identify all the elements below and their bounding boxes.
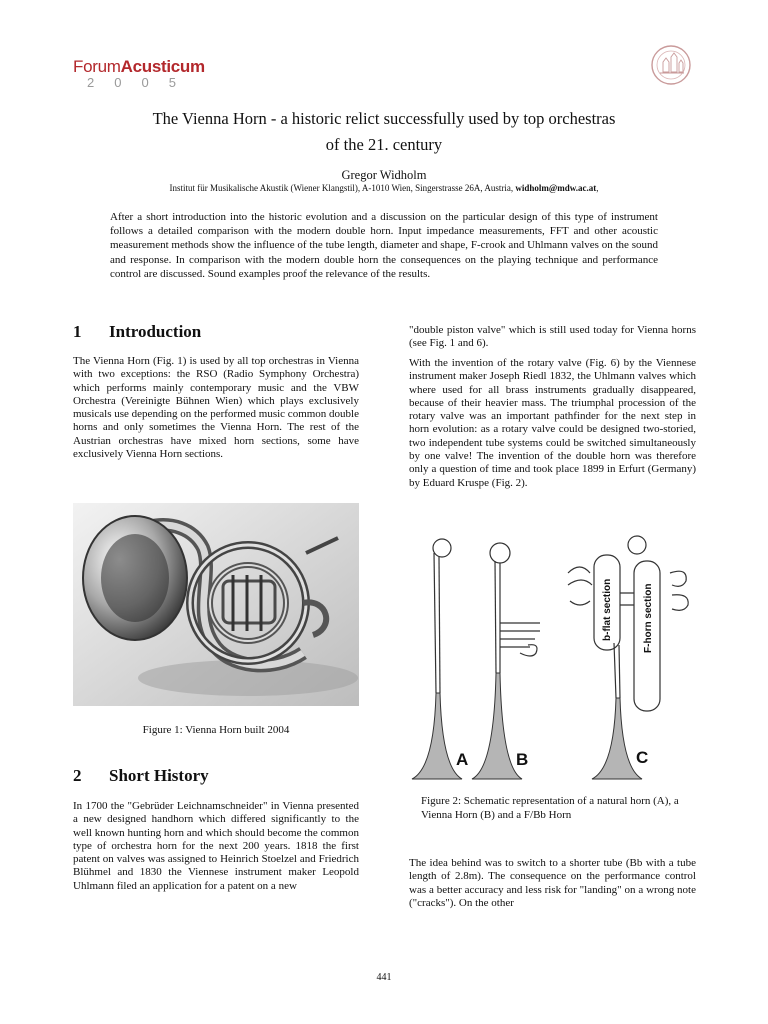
section-heading-short-history [73,766,209,786]
label-c: C [636,748,649,767]
section-heading-introduction [73,322,201,342]
page-number: 441 [376,972,392,983]
section-number: 2 [73,766,82,785]
logo-text [73,57,205,77]
section-title: Introduction [109,322,202,341]
title-line-1: The Vienna Horn - a historic relict successfully used by top orchestras [152,109,616,128]
introduction-paragraph: The Vienna Horn (Fig. 1) is used by all top orchestras in Vienna with two exceptions: the RSO (Radio Symphony Orchestra) which performs mainly contemporary music and the VBW Orchestra (Vereinigte Bühnen Wien) which plays exclusively musicals use depending on the performed music common double horns and only sometimes the Vienna Horn. The rest of the Austrian orchestras have mixed horn sections, some have exclusively Vienna Horn sections. [73,355,359,461]
fhorn-section-label: F-horn section [643,583,654,653]
logo-forum: Forum [73,57,121,76]
vienna-horn-photo [73,503,359,706]
section-title: Short History [109,766,209,785]
right-paragraph-3: The idea behind was to switch to a shorter tube (Bb with a tube length of 2.8m). The consequence on the performance control was a better accuracy and less risk for "landing" on a wrong note ("cracks"). On the other [409,857,696,909]
author-email: widholm@mdw.ac.at [515,183,597,193]
right-paragraph-2: With the invention of the rotary valve (Fig. 6) by the Viennese instrument maker Joseph Riedl 1832, the Uhlmann valves which where used for all brass instruments gradually disappeared, because of their heavier mass. The triumphal procession of the rotary valve was an important pathfinder for the next step in horn evolution: as a rotary valve could be designed two-storied, two independent tube systems could be switched simultaneously by one valve! The invention of the double horn was therefore only a question of time and took place 1899 in Erfurt (Germany) by Eduard Kruspe (Fig. 2). [409,357,696,489]
affiliation-end: , [596,183,599,193]
history-paragraph: In 1700 the "Gebrüder Leichnamschneider" in Vienna presented a new designed handhorn which differed significantly to the well known hunting horn and which should become the common type of orchestra horn for the next 200 years. 1818 the first patent on valves was assigned to Heinrich Stoelzel and Friedrich Blühmel and 1830 the Viennese instrument maker Leopold Uhlmann filed an application for a patent on a new [73,800,359,892]
author-name: Gregor Widholm [341,168,427,182]
affiliation [60,183,708,193]
affiliation-text: Institut für Musikalische Akustik (Wiener Klangstil), A-1010 Wien, Singerstrasse 26A, Austria, [169,183,514,193]
abstract: After a short introduction into the historic evolution and a discussion on the particular design of this type of instrument follows a detailed comparison with the modern double horn. Input impedance measurements, FFT and other acoustic measurement methods show the influence of the tube length, diameter and shape, F-crook and Uhlmann valves on the sound and response. In comparison with the modern double horn the consequences on the playing technique and performance control are discussed. Sound examples proof the relevance of the results. [110,211,658,280]
figure-1-caption: Figure 1: Vienna Horn built 2004 [142,724,290,736]
logo-year: 2005 [87,75,196,90]
figure-2-caption: Figure 2: Schematic representation of a natural horn (A), a Vienna Horn (B) and a F/Bb Horn [421,795,679,821]
paper-title [60,106,708,158]
right-paragraph-1: "double piston valve" which is still used today for Vienna horns (see Fig. 1 and 6). [409,324,696,350]
title-line-2: of the 21. century [325,135,443,154]
bflat-section-label: b-flat section [602,578,613,641]
label-a: A [456,750,469,769]
forum-acusticum-logo [73,57,205,90]
university-seal-icon [650,44,692,86]
label-b: B [516,750,529,769]
section-number: 1 [73,322,82,341]
logo-acusticum: Acusticum [120,57,205,76]
horn-schematic-diagram [410,533,700,783]
